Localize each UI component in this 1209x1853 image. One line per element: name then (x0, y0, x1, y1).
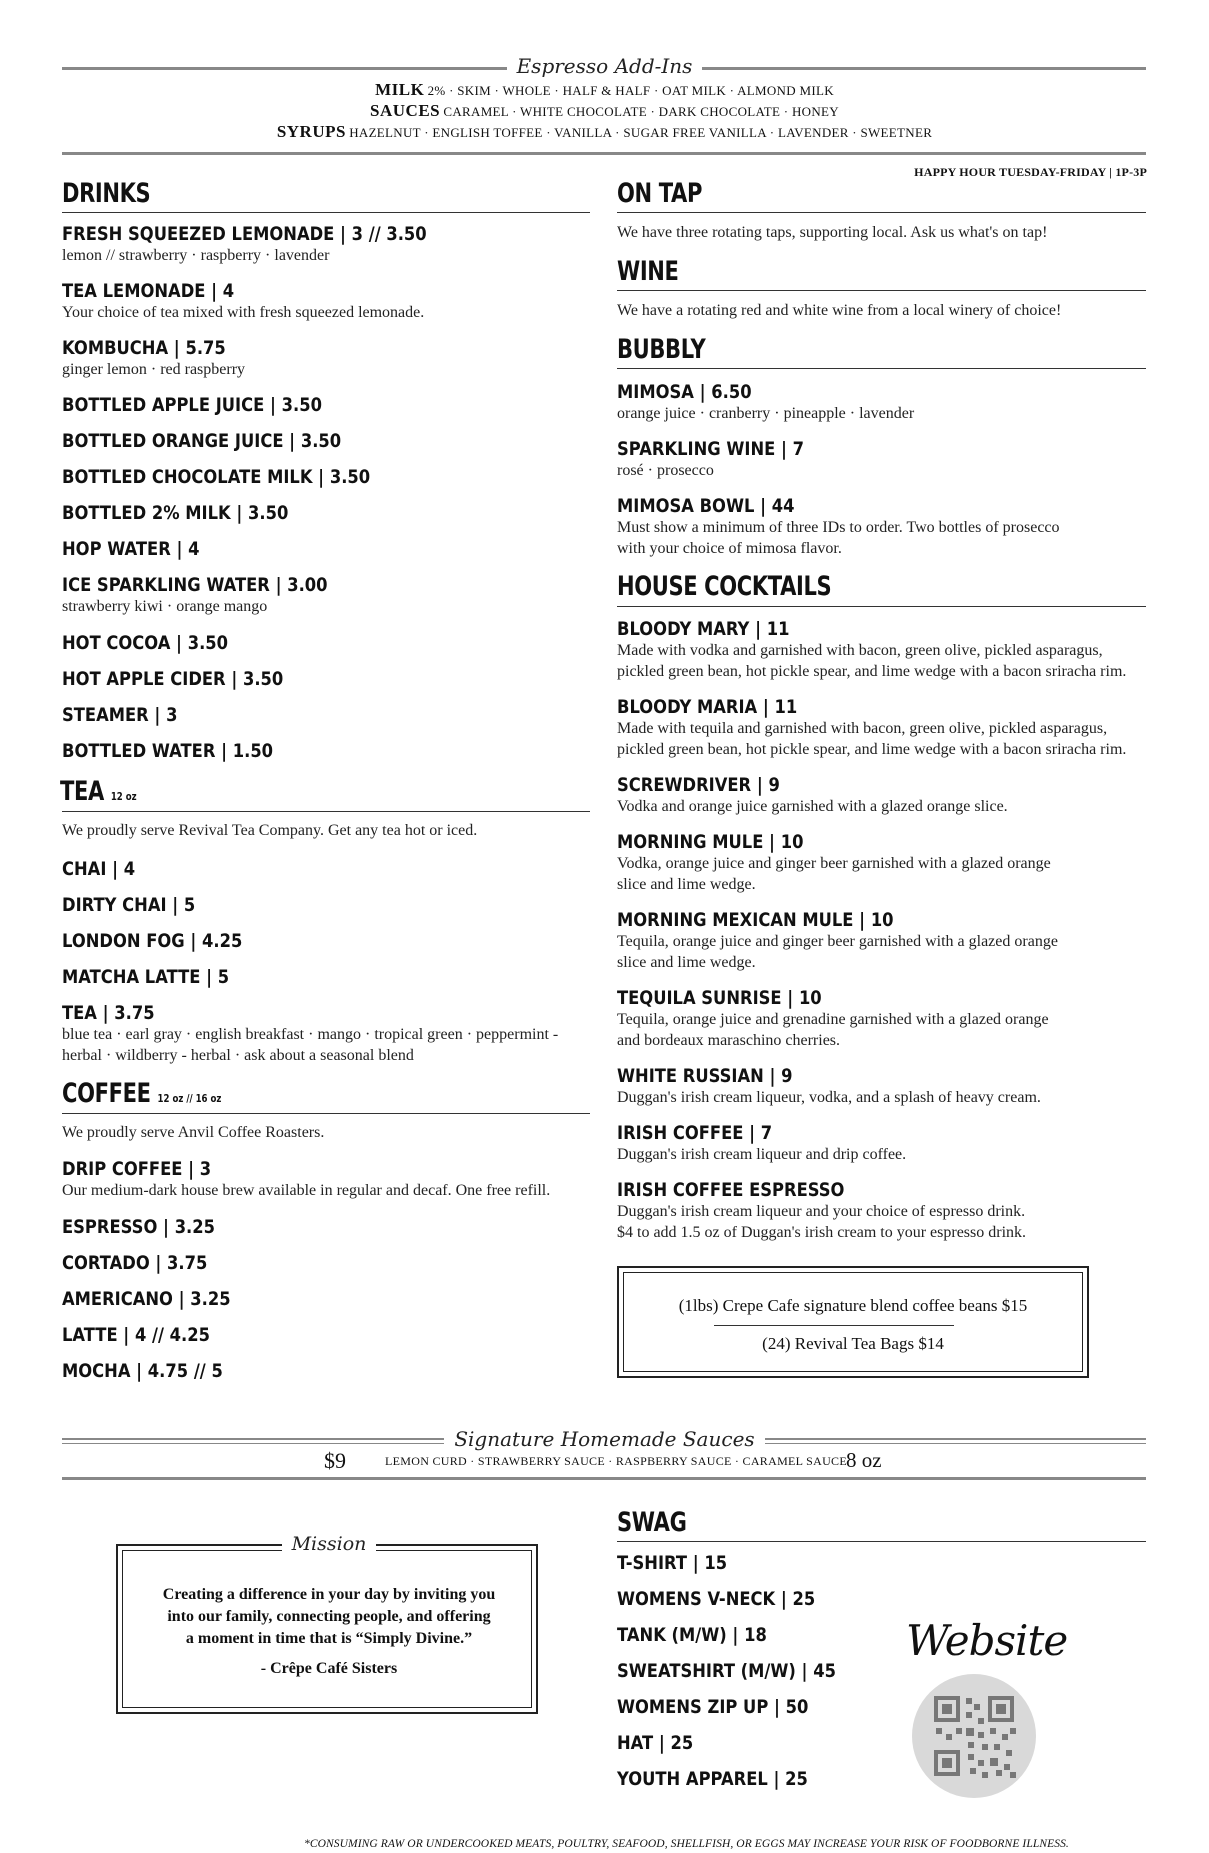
drinks-item-desc: Your choice of tea mixed with fresh squeezed lemonade. (62, 304, 425, 321)
tea-item (62, 966, 256, 988)
tea-item (62, 858, 147, 880)
bubbly-item-desc: rosé · prosecco (617, 462, 714, 479)
wine-rule (617, 290, 1146, 291)
tea-size: 12 oz (110, 790, 137, 803)
tea-item-name: CHAI | 4 (62, 858, 136, 880)
tea-item-desc: blue tea · earl gray · english breakfast · mango · tropical green · peppermint - (62, 1026, 559, 1043)
drinks-item (62, 538, 222, 560)
cocktails-item-name: SCREWDRIVER | 9 (617, 774, 780, 796)
cocktails-item-name: MORNING MULE | 10 (617, 831, 804, 853)
drinks-item (62, 740, 307, 762)
addins-syrups-items: HAZELNUT · ENGLISH TOFFEE · VANILLA · SUGAR FREE VANILLA · LAVENDER · SWEETNER (349, 125, 933, 140)
coffee-item-name: ESPRESSO | 3.25 (62, 1216, 216, 1238)
coffee-item-name: DRIP COFFEE | 3 (62, 1158, 212, 1180)
sauces-bottom-rule (62, 1477, 1146, 1480)
website-qr-code[interactable] (912, 1674, 1036, 1798)
cocktails-item-name: BLOODY MARIA | 11 (617, 696, 798, 718)
retail-divider (714, 1325, 954, 1326)
cocktails-item (617, 909, 1058, 973)
tea-item (62, 894, 217, 916)
on-tap-rule (617, 212, 1146, 213)
coffee-item-name: AMERICANO | 3.25 (62, 1288, 231, 1310)
cocktails-item-desc-2: slice and lime wedge. (617, 954, 756, 971)
bubbly-item (617, 495, 1060, 559)
drinks-item (62, 704, 196, 726)
drinks-item (62, 502, 325, 524)
tea-title (60, 778, 137, 805)
drinks-item-name: BOTTLED 2% MILK | 3.50 (62, 502, 289, 524)
cocktails-item-desc-2: pickled green bean, hot pickle spear, and lime wedge with a bacon sriracha rim. (617, 663, 1127, 680)
cocktails-item-desc: Duggan's irish cream liqueur, vodka, and a splash of heavy cream. (617, 1089, 1041, 1106)
cocktails-item (617, 696, 1126, 760)
drinks-item-name: ICE SPARKLING WATER | 3.00 (62, 574, 328, 596)
cocktails-item-name: MORNING MEXICAN MULE | 10 (617, 909, 894, 931)
cocktails-item-desc-2: slice and lime wedge. (617, 876, 756, 893)
tea-item-name: TEA | 3.75 (62, 1002, 155, 1024)
sauces-title: Signature Homemade Sauces (444, 1427, 764, 1451)
swag-item (617, 1552, 745, 1574)
drinks-item-name: BOTTLED CHOCOLATE MILK | 3.50 (62, 466, 371, 488)
bubbly-rule (617, 368, 1146, 369)
addins-syrups-label: SYRUPS (276, 122, 346, 141)
cocktails-item (617, 618, 1126, 682)
retail-box-inner (623, 1272, 1083, 1372)
retail-line-1: (1lbs) Crepe Cafe signature blend coffee beans $15 (678, 1296, 1028, 1315)
cocktails-item-desc: Vodka, orange juice and ginger beer garnished with a glazed orange (617, 855, 1051, 872)
sauces-title-wrap (0, 1427, 1209, 1451)
drinks-item-name: HOT APPLE CIDER | 3.50 (62, 668, 284, 690)
drinks-item (62, 574, 371, 617)
tea-item-name: LONDON FOG | 4.25 (62, 930, 243, 952)
swag-item-name: YOUTH APPAREL | 25 (617, 1768, 808, 1790)
cocktails-rule (617, 606, 1146, 607)
drinks-item (62, 430, 387, 452)
tea-item (62, 1002, 558, 1066)
coffee-item (62, 1360, 249, 1382)
drinks-item (62, 632, 255, 654)
coffee-item-desc: Our medium-dark house brew available in regular and decaf. One free refill. (62, 1182, 551, 1199)
cocktails-item-desc: Duggan's irish cream liqueur and drip coffee. (617, 1146, 907, 1163)
drinks-rule (62, 212, 590, 213)
on-tap-title: ON TAP (617, 178, 702, 209)
swag-item-name: HAT | 25 (617, 1732, 694, 1754)
swag-item (617, 1624, 791, 1646)
addins-sauces-label: SAUCES (370, 101, 441, 120)
cocktails-item-desc: Vodka and orange juice garnished with a glazed orange slice. (617, 798, 1008, 815)
swag-item-name: WOMENS ZIP UP | 50 (617, 1696, 809, 1718)
coffee-item (62, 1216, 240, 1238)
mission-title: Mission (282, 1533, 377, 1555)
drinks-item (62, 668, 319, 690)
bubbly-item-name: MIMOSA | 6.50 (617, 381, 752, 403)
coffee-size: 12 oz // 16 oz (157, 1092, 222, 1105)
swag-item (617, 1732, 706, 1754)
drinks-item-name: FRESH SQUEEZED LEMONADE | 3 // 3.50 (62, 223, 427, 245)
coffee-item (62, 1158, 550, 1201)
addins-sauces-line (0, 101, 1209, 121)
drinks-item (62, 223, 486, 266)
swag-item-name: SWEATSHIRT (M/W) | 45 (617, 1660, 836, 1682)
addins-milk-line (0, 80, 1209, 100)
mission-text (118, 1584, 540, 1650)
mission-text-line-3: a moment in time that is “Simply Divine.” (185, 1630, 473, 1647)
wine-title: WINE (617, 256, 679, 287)
addins-title-wrap (0, 54, 1209, 78)
drinks-item-name: STEAMER | 3 (62, 704, 178, 726)
drinks-item-name: KOMBUCHA | 5.75 (62, 337, 226, 359)
bubbly-title: BUBBLY (617, 334, 706, 365)
cocktails-item (617, 1065, 1041, 1108)
coffee-item (62, 1324, 234, 1346)
coffee-title (62, 1080, 221, 1107)
addins-milk-label: MILK (375, 80, 425, 99)
cocktails-item (617, 1179, 1026, 1243)
coffee-item (62, 1252, 231, 1274)
cocktails-item-desc: Tequila, orange juice and grenadine garnished with a glazed orange (617, 1011, 1049, 1028)
mission-text-line-2: into our family, connecting people, and offering (167, 1608, 491, 1625)
drinks-item (62, 394, 364, 416)
coffee-item (62, 1288, 258, 1310)
drinks-item-desc: ginger lemon · red raspberry (62, 361, 246, 378)
retail-line-2: (24) Revival Tea Bags $14 (762, 1334, 944, 1353)
happy-hour: HAPPY HOUR TUESDAY-FRIDAY | 1P-3P (914, 165, 1147, 179)
mission-text-line-1: Creating a difference in your day by inviting you (162, 1586, 496, 1603)
foodborne-disclaimer: *CONSUMING RAW OR UNDERCOOKED MEATS, POULTRY, SEAFOOD, SHELLFISH, OR EGGS MAY INCREASE YOUR RISK OF FOODBORNE ILLNESS. (304, 1838, 1069, 1850)
tea-intro: We proudly serve Revival Tea Company. Get any tea hot or iced. (62, 822, 478, 839)
addins-title: Espresso Add-Ins (507, 54, 703, 78)
cocktails-item (617, 987, 1049, 1051)
swag-item (617, 1696, 840, 1718)
on-tap-desc: We have three rotating taps, supporting local. Ask us what's on tap! (617, 224, 1048, 241)
addins-syrups-line (0, 122, 1209, 142)
cocktails-title: HOUSE COCKTAILS (617, 571, 832, 602)
drinks-item-name: HOP WATER | 4 (62, 538, 200, 560)
swag-title: SWAG (617, 1507, 687, 1538)
website-label: Website (906, 1616, 1068, 1665)
bubbly-item-desc: orange juice · cranberry · pineapple · lavender (617, 405, 915, 422)
bubbly-item-name: MIMOSA BOWL | 44 (617, 495, 795, 517)
mission-title-wrap (118, 1533, 540, 1555)
tea-item-desc-2: herbal · wildberry - herbal · ask about a seasonal blend (62, 1047, 414, 1064)
bubbly-item (617, 438, 835, 481)
drinks-item-desc: strawberry kiwi · orange mango (62, 598, 268, 615)
bubbly-item (617, 381, 914, 424)
addins-milk-items: 2% · SKIM · WHOLE · HALF & HALF · OAT MILK · ALMOND MILK (427, 83, 834, 98)
drinks-item-name: BOTTLED APPLE JUICE | 3.50 (62, 394, 322, 416)
swag-item (617, 1588, 848, 1610)
cocktails-item-name: WHITE RUSSIAN | 9 (617, 1065, 793, 1087)
coffee-item-name: CORTADO | 3.75 (62, 1252, 208, 1274)
swag-item-name: WOMENS V-NECK | 25 (617, 1588, 816, 1610)
drinks-title: DRINKS (62, 178, 151, 209)
tea-rule (62, 811, 590, 812)
bubbly-item-desc: Must show a minimum of three IDs to order. Two bottles of prosecco (617, 519, 1060, 536)
drinks-item (62, 280, 424, 323)
swag-rule (617, 1541, 1146, 1542)
tea-item (62, 930, 272, 952)
tea-item-name: DIRTY CHAI | 5 (62, 894, 196, 916)
drinks-item-desc: lemon // strawberry · raspberry · lavender (62, 247, 330, 264)
cocktails-item-name: TEQUILA SUNRISE | 10 (617, 987, 822, 1009)
cocktails-item-desc: Tequila, orange juice and ginger beer garnished with a glazed orange (617, 933, 1058, 950)
cocktails-item-name: IRISH COFFEE | 7 (617, 1122, 773, 1144)
tea-item-name: MATCHA LATTE | 5 (62, 966, 230, 988)
cocktails-item (617, 774, 1008, 817)
swag-item (617, 1768, 839, 1790)
swag-item-name: T-SHIRT | 15 (617, 1552, 728, 1574)
sauces-items: LEMON CURD · STRAWBERRY SAUCE · RASPBERRY SAUCE · CARAMEL SAUCE (385, 1454, 847, 1468)
drinks-item (62, 337, 252, 380)
bubbly-item-desc-2: with your choice of mimosa flavor. (617, 540, 842, 557)
cocktails-item-desc-2: and bordeaux maraschino cherries. (617, 1032, 841, 1049)
drinks-item (62, 466, 420, 488)
cocktails-item-name: IRISH COFFEE ESPRESSO (617, 1179, 845, 1201)
coffee-intro: We proudly serve Anvil Coffee Roasters. (62, 1124, 325, 1141)
wine-desc: We have a rotating red and white wine from a local winery of choice! (617, 302, 1062, 319)
cocktails-item (617, 1122, 906, 1165)
drinks-item-name: BOTTLED ORANGE JUICE | 3.50 (62, 430, 342, 452)
coffee-title-text: COFFEE (62, 1078, 151, 1109)
coffee-rule (62, 1113, 590, 1114)
drinks-item-name: TEA LEMONADE | 4 (62, 280, 235, 302)
bubbly-item-name: SPARKLING WINE | 7 (617, 438, 805, 460)
cocktails-item-desc-2: pickled green bean, hot pickle spear, and lime wedge with a bacon sriracha rim. (617, 741, 1127, 758)
qr-code-icon (912, 1674, 1036, 1798)
tea-title-text: TEA (60, 776, 104, 807)
mission-signature: - Crêpe Café Sisters (260, 1660, 398, 1677)
cocktails-item-desc: Made with tequila and garnished with bacon, green olive, pickled asparagus, (617, 720, 1108, 737)
swag-item (617, 1660, 872, 1682)
coffee-item-name: MOCHA | 4.75 // 5 (62, 1360, 223, 1382)
drinks-item-name: HOT COCOA | 3.50 (62, 632, 229, 654)
swag-item-name: TANK (M/W) | 18 (617, 1624, 767, 1646)
addins-bottom-rule (62, 152, 1146, 155)
drinks-item-name: BOTTLED WATER | 1.50 (62, 740, 274, 762)
coffee-item-name: LATTE | 4 // 4.25 (62, 1324, 210, 1346)
cocktails-item-desc-2: $4 to add 1.5 oz of Duggan's irish cream to your espresso drink. (617, 1224, 1027, 1241)
sauces-price: $9 (324, 1448, 346, 1473)
addins-sauces-items: CARAMEL · WHITE CHOCOLATE · DARK CHOCOLATE · HONEY (443, 104, 839, 119)
cocktails-item-name: BLOODY MARY | 11 (617, 618, 790, 640)
sauces-size: 8 oz (846, 1448, 882, 1472)
cocktails-item-desc: Made with vodka and garnished with bacon, green olive, pickled asparagus, (617, 642, 1103, 659)
cocktails-item (617, 831, 1051, 895)
cocktails-item-desc: Duggan's irish cream liqueur and your choice of espresso drink. (617, 1203, 1026, 1220)
